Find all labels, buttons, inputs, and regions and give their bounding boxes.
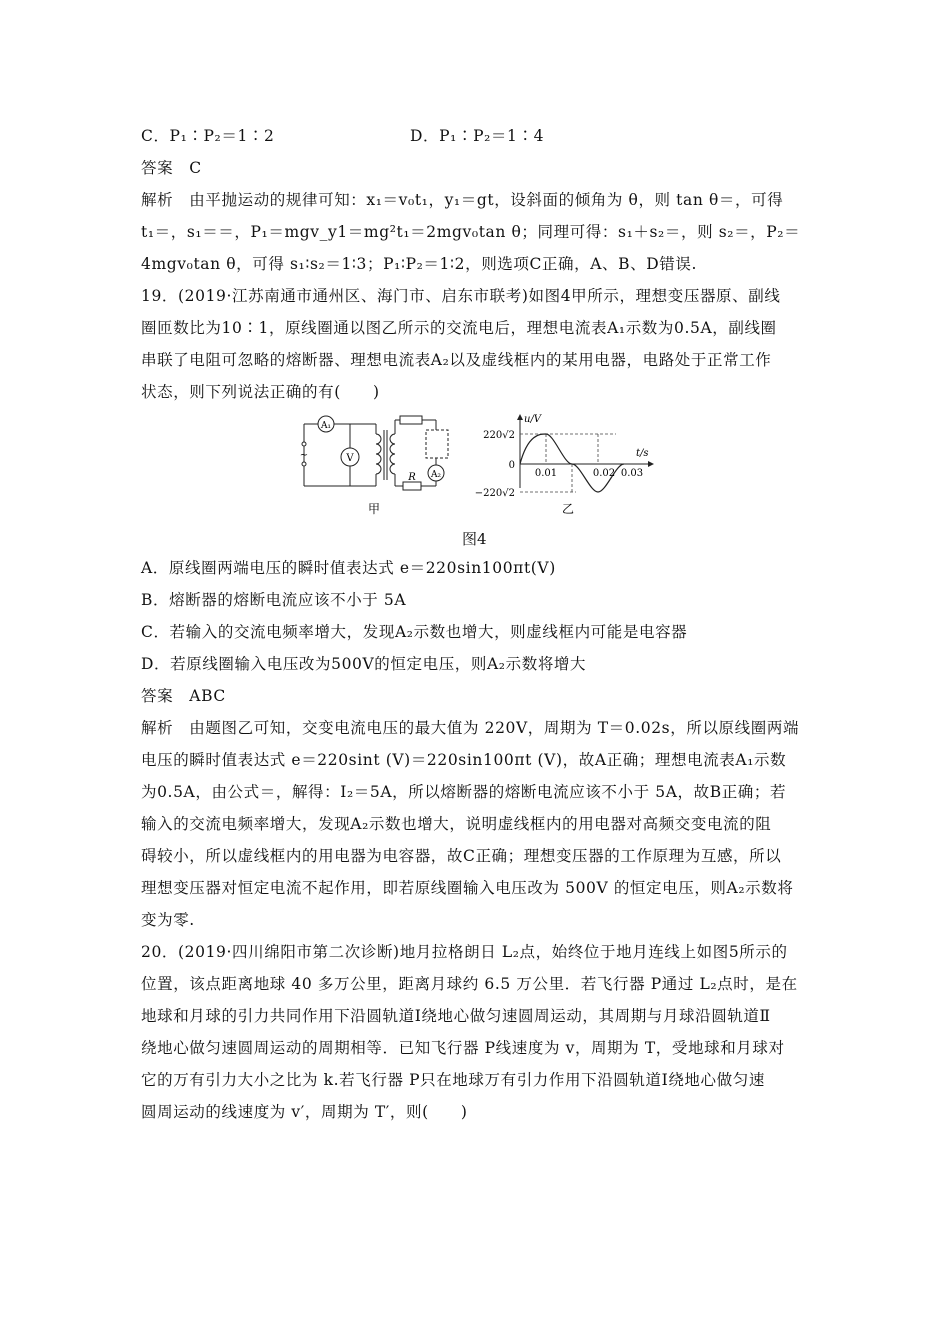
meter-a2 xyxy=(428,465,444,481)
q20-stem-line: 位置，该点距离地球 40 多万公里，距离月球约 6.5 万公里．若飞行器 P通过 L₂点时，是在 xyxy=(141,975,798,993)
prev-analysis-line: t₁＝，s₁＝＝，P₁＝mgv_y1＝mg²t₁＝2mgv₀tan θ；同理可得：s₁＋s₂＝，则 s₂＝，P₂＝ xyxy=(141,223,801,241)
prev-answer: 答案 C xyxy=(141,159,202,177)
q20-stem-line: 地球和月球的引力共同作用下沿圆轨道Ⅰ绕地心做匀速圆周运动，其周期与月球沿圆轨道Ⅱ xyxy=(141,1007,771,1025)
voltage-graph xyxy=(475,414,654,516)
q19-stem-line: 19．(2019·江苏南通市通州区、海门市、启东市联考)如图4甲所示，理想变压器原、副线 xyxy=(141,287,781,305)
meter-a1 xyxy=(318,416,334,432)
q19-stem-line: 状态，则下列说法正确的有( ) xyxy=(141,383,380,401)
figure-4 xyxy=(296,412,666,522)
prev-analysis-line: 4mgv₀tan θ，可得 s₁∶s₂＝1∶3；P₁∶P₂＝1∶2，则选项C正确，A、B、D错误. xyxy=(141,255,697,273)
q20-stem-line: 绕地心做匀速圆周运动的周期相等．已知飞行器 P线速度为 v，周期为 T，受地球和月球对 xyxy=(141,1039,785,1057)
q19-option-b: B．熔断器的熔断电流应该不小于 5A xyxy=(141,591,407,609)
tick-label: 0.02 xyxy=(592,468,616,479)
q19-analysis-line: 输入的交流电频率增大，发现A₂示数也增大，说明虚线框内的用电器对高频交变电流的阻 xyxy=(141,815,772,833)
svg-text:V: V xyxy=(346,453,354,464)
q19-option-c: C．若输入的交流电频率增大，发现A₂示数也增大，则虚线框内可能是电容器 xyxy=(141,623,688,641)
q19-analysis-line: 电压的瞬时值表达式 e＝220sint (V)＝220sin100πt (V)，故A正确；理想电流表A₁示数 xyxy=(141,751,787,769)
prev-analysis-line: 解析 由平抛运动的规律可知：x₁＝v₀t₁，y₁＝gt，设斜面的倾角为 θ，则 tan θ＝，可得 xyxy=(141,191,784,209)
q19-answer: 答案 ABC xyxy=(141,687,226,705)
origin-label: 0 xyxy=(508,460,515,471)
q20-stem-line: 圆周运动的线速度为 v′，周期为 T′，则( ) xyxy=(141,1103,468,1121)
q19-stem-line: 串联了电阻可忽略的熔断器、理想电流表A₂以及虚线框内的某用电器，电路处于正常工作 xyxy=(141,351,772,369)
q19-stem-line: 圈匝数比为10∶1，原线圈通以图乙所示的交流电后，理想电流表A₁示数为0.5A，副线圈 xyxy=(141,319,777,337)
source-symbol: ~ xyxy=(299,450,309,461)
figure-caption: 图4 xyxy=(462,530,487,548)
meter-v xyxy=(341,448,359,466)
q19-analysis-line: 解析 由题图乙可知，交变电流电压的最大值为 220V，周期为 T＝0.02s，所以原线圈两端 xyxy=(141,719,800,737)
q20-stem-line: 20．(2019·四川绵阳市第二次诊断)地月拉格朗日 L₂点，始终位于地月连线上如图5所示的 xyxy=(141,943,788,961)
prev-option-c: C．P₁∶P₂＝1∶2 xyxy=(141,127,275,145)
q20-stem-line: 它的万有引力大小之比为 k.若飞行器 P只在地球万有引力作用下沿圆轨道Ⅰ绕地心做匀速 xyxy=(141,1071,765,1089)
tick-label: 0.03 xyxy=(620,468,644,479)
fuse xyxy=(400,416,422,424)
prev-option-d: D．P₁∶P₂＝1∶4 xyxy=(410,127,545,145)
x-axis-label: t/s xyxy=(636,448,649,459)
tick-label: 0.01 xyxy=(534,468,558,479)
q19-option-d: D．若原线圈输入电压改为500V的恒定电压，则A₂示数将增大 xyxy=(141,655,587,673)
y-top-label: 220√2 xyxy=(483,430,515,441)
resistor-label: R xyxy=(408,472,416,483)
sine-wave xyxy=(520,434,624,492)
graph-label: 乙 xyxy=(561,502,575,516)
svg-text:A₁: A₁ xyxy=(320,421,332,431)
y-bottom-label: −220√2 xyxy=(474,488,515,499)
resistor-r xyxy=(403,482,421,490)
q19-analysis-line: 碍较小，所以虚线框内的用电器为电容器，故C正确；理想变压器的工作原理为互感，所以 xyxy=(141,847,782,865)
svg-text:A₂: A₂ xyxy=(430,470,442,480)
q19-analysis-line: 为0.5A，由公式＝，解得：I₂＝5A，所以熔断器的熔断电流应该不小于 5A，故B正确；若 xyxy=(141,783,787,801)
dashed-device-box xyxy=(426,430,448,458)
q19-analysis-line: 理想变压器对恒定电流不起作用，即若原线圈输入电压改为 500V 的恒定电压，则A₂示数将 xyxy=(141,879,794,897)
circuit-label: 甲 xyxy=(367,502,381,516)
q19-option-a: A．原线圈两端电压的瞬时值表达式 e＝220sin100πt(V) xyxy=(141,559,556,577)
y-axis-label: u/V xyxy=(524,414,542,425)
q19-analysis-line: 变为零. xyxy=(141,911,195,929)
